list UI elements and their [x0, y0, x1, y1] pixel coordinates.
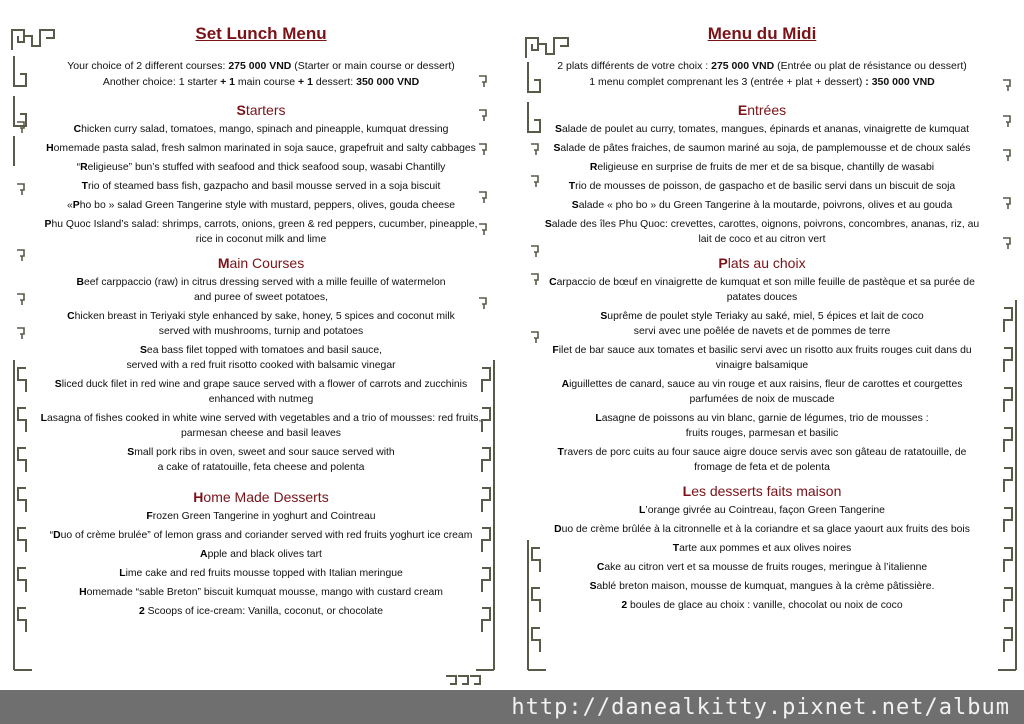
hook-ornament-10: [478, 222, 488, 236]
menu-item-initial: T: [81, 181, 89, 192]
watermark-bar: [0, 690, 1024, 724]
english-main-list: [40, 273, 482, 477]
greek-key-bottom-left: [444, 674, 466, 688]
menu-item-text: ea bass filet topped with tomatoes and basil sauce,: [146, 345, 383, 356]
menu-item-initial: D: [53, 530, 61, 541]
menu-item: [542, 139, 982, 158]
menu-item-initial: 2: [621, 600, 628, 611]
menu-item-initial: T: [672, 543, 680, 554]
french-desserts-list: [542, 501, 982, 615]
menu-item: [542, 375, 982, 409]
english-price-line-2: Another choice: 1 starter + 1 main course + 1 dessert: 350 000 VND: [102, 76, 420, 88]
menu-item-initial: S: [553, 143, 561, 154]
english-main-heading: Main Courses: [217, 255, 305, 271]
menu-item-text: eligieuse en surprise de fruits de mer et de sa bisque, chantilly de wasabi: [597, 162, 935, 173]
menu-item-initial: B: [76, 277, 84, 288]
english-price-line-1: Your choice of 2 different courses: 275 000 VND (Starter or main course or dessert): [67, 60, 455, 72]
french-main-heading: Plats au choix: [718, 255, 806, 271]
hook-ornament-2: [16, 182, 26, 196]
menu-item-text: rio of steamed bass fish, gazpacho and basil mousse served in a soja biscuit: [88, 181, 441, 192]
menu-item: [40, 177, 482, 196]
menu-item: [542, 558, 982, 577]
french-desserts-heading: Les desserts faits maison: [682, 483, 842, 499]
menu-item-initial: R: [80, 162, 88, 173]
menu-item: [40, 120, 482, 139]
french-price-line-2: 1 menu complet comprenant les 3 (entrée + plat + dessert) : 350 000 VND: [589, 76, 935, 88]
menu-item: [542, 215, 982, 249]
hook-ornament-7: [478, 108, 488, 122]
menu-item: [40, 602, 482, 621]
greek-key-border-right-page-left-lower: [524, 540, 546, 680]
menu-item-text-line2: fruits rouges, parmesan et basilic: [685, 428, 839, 439]
menu-item: [40, 375, 482, 409]
menu-item: [40, 564, 482, 583]
menu-item-text: alade de poulet au curry, tomates, mangues, épinards et ananas, vinaigrette de kumquat: [561, 124, 969, 135]
menu-item-initial: A: [200, 549, 208, 560]
hook-ornament-11: [478, 296, 488, 310]
menu-item: [40, 158, 482, 177]
menu-item-text: asagna of fishes cooked in white wine served with vegetables and a trio of mousses: red fruits, parmesan cheese and basil leaves: [47, 413, 482, 439]
english-menu-title: Set Lunch Menu: [195, 24, 327, 43]
french-price-line-1: 2 plats différents de votre choix : 275 000 VND (Entrée ou plat de résistance ou dessert): [557, 60, 967, 72]
menu-item-initial: S: [127, 447, 135, 458]
menu-item-text: hu Quoc Island’s salad: shrimps, carrots, onions, green & red peppers, cucumber, pineapple, rice in coconut milk and lime: [51, 219, 478, 245]
hook-ornament-6: [478, 74, 488, 88]
menu-item: [40, 341, 482, 375]
greek-key-border-right-edge-column: [998, 300, 1020, 680]
menu-item-initial: C: [73, 124, 82, 135]
english-starters-list: [40, 120, 482, 249]
greek-key-border-top-left: [10, 28, 32, 52]
menu-item: [40, 545, 482, 564]
english-desserts-list: [40, 507, 482, 621]
hook-ornament-1: [16, 120, 26, 134]
menu-item-initial: L: [119, 568, 126, 579]
menu-item-initial: S: [555, 124, 562, 135]
menu-item: [542, 307, 982, 341]
menu-item-text: asagne de poissons au vin blanc, garnie de légumes, trio de mousses :: [601, 413, 929, 424]
menu-item-text: uo de crème brûlée à la citronnelle et à la coriandre et sa glace yaourt aux fruits des bois: [561, 524, 970, 535]
menu-item: [542, 409, 982, 443]
menu-item-text-line2: a cake of ratatouille, feta cheese and polenta: [157, 462, 365, 473]
menu-item-initial: S: [139, 345, 147, 356]
hook-ornament-17: [1002, 78, 1012, 92]
menu-item-initial: F: [552, 345, 559, 356]
menu-item-text: uprême de poulet style Teriaky au saké, miel, 5 épices et lait de coco: [607, 311, 924, 322]
menu-item: [40, 526, 482, 545]
menu-item-text: pple and black olives tart: [207, 549, 322, 560]
menu-item-text: ilet de bar sauce aux tomates et basilic servi avec un risotto aux fruits rouges cuit dans du vinaigre balsamique: [558, 345, 972, 371]
menu-item-text: alade des îles Phu Quoc: crevettes, carottes, oignons, poivrons, concombres, ananas, riz, au lait de coco et au citron vert: [551, 219, 980, 245]
menu-item-initial: F: [146, 511, 153, 522]
hook-ornament-14: [530, 244, 540, 258]
english-starters-heading: Starters: [236, 102, 286, 118]
hook-ornament-8: [478, 142, 488, 156]
menu-item: [40, 196, 482, 215]
hook-ornament-20: [1002, 196, 1012, 210]
menu-item-text-line2: served with a red fruit risotto cooked with balsamic vinegar: [126, 360, 396, 371]
menu-item-text: eligieuse” bun’s stuffed with seafood and thick seafood soup, wasabi Chantilly: [87, 162, 446, 173]
french-starters-heading: Entrées: [737, 102, 787, 118]
menu-item-text: arpaccio de bœuf en vinaigrette de kumquat et son mille feuille de pastèque et sa purée de patates douces: [556, 277, 975, 303]
french-menu-content: [542, 24, 982, 615]
english-menu-page: [0, 0, 512, 690]
menu-item: [40, 409, 482, 443]
menu-item-text: hicken breast in Teriyaki style enhanced by sake, honey, 5 spices and coconut milk: [74, 311, 455, 322]
menu-item-initial: S: [54, 379, 62, 390]
menu-item-quote: “: [76, 162, 81, 173]
menu-item-initial: H: [46, 143, 54, 154]
hook-ornament-5: [16, 326, 26, 340]
menu-item: [542, 539, 982, 558]
menu-item-text: mall pork ribs in oven, sweet and sour sauce served with: [134, 447, 395, 458]
menu-item-quote: “: [49, 530, 54, 541]
menu-item: [542, 273, 982, 307]
hook-ornament-16: [530, 330, 540, 344]
menu-item-text: ravers de porc cuits au four sauce aigre douce servis avec son gâteau de ratatouille, de fromage de feta et de polenta: [563, 447, 967, 473]
menu-item-initial: P: [72, 200, 80, 211]
menu-item: [542, 120, 982, 139]
greek-key-border-top-right-page: [524, 36, 546, 60]
menu-item-initial: C: [67, 311, 75, 322]
menu-item-initial: S: [600, 311, 608, 322]
menu-item-initial: H: [79, 587, 87, 598]
watermark-url: http://danealkitty.pixnet.net/album: [511, 694, 1010, 720]
menu-item: [542, 196, 982, 215]
menu-item-quote: «: [67, 200, 73, 211]
menu-item-text: ake au citron vert et sa mousse de fruits rouges, meringue à l’italienne: [604, 562, 928, 573]
menu-item-text: boules de glace au choix : vanille, chocolat ou noix de coco: [627, 600, 903, 611]
menu-item-text: Scoops of ice-cream: Vanilla, coconut, or chocolate: [144, 606, 384, 617]
menu-item: [542, 341, 982, 375]
menu-item-initial: 2: [138, 606, 145, 617]
greek-key-border-right-page-left-column: [524, 62, 546, 192]
english-desserts-heading: Home Made Desserts: [193, 489, 329, 505]
hook-ornament-9: [478, 190, 488, 204]
menu-item-initial: P: [44, 219, 52, 230]
hook-ornament-3: [16, 248, 26, 262]
menu-item: [542, 443, 982, 477]
menu-item-initial: S: [544, 219, 552, 230]
menu-item: [40, 443, 482, 477]
menu-item-initial: T: [568, 181, 576, 192]
menu-item-text: omemade pasta salad, fresh salmon marinated in soja sauce, grapefruit and salty cabbages: [53, 143, 476, 154]
menu-item: [542, 596, 982, 615]
menu-item-initial: S: [589, 581, 597, 592]
menu-item-text: iguillettes de canard, sauce au vin rouge et aux raisins, fleur de carottes et courgettes parfumées de noix de muscade: [569, 379, 963, 405]
menu-item-initial: L: [639, 505, 646, 516]
menu-item-text: alade « pho bo » du Green Tangerine à la moutarde, poivrons, olives et au gouda: [578, 200, 953, 211]
menu-item: [542, 177, 982, 196]
hook-ornament-13: [530, 174, 540, 188]
english-menu-content: [40, 24, 482, 621]
menu-item-initial: L: [595, 413, 602, 424]
hook-ornament-4: [16, 292, 26, 306]
menu-item: [40, 273, 482, 307]
menu-item: [542, 577, 982, 596]
menu-item-text: hicken curry salad, tomatoes, mango, spinach and pineapple, kumquat dressing: [81, 124, 449, 135]
french-starters-list: [542, 120, 982, 249]
menu-item-text-line2: servi avec une poêlée de navets et de pommes de terre: [633, 326, 891, 337]
menu-item-initial: T: [557, 447, 564, 458]
menu-item-text: rio de mousses de poisson, de gaspacho et de basilic servi dans un biscuit de soja: [575, 181, 956, 192]
menu-item-text: rozen Green Tangerine in yoghurt and Cointreau: [152, 511, 376, 522]
menu-item: [542, 501, 982, 520]
menu-item: [40, 307, 482, 341]
menu-item-text-line2: served with mushrooms, turnip and potatoes: [158, 326, 364, 337]
menu-item-initial: C: [596, 562, 605, 573]
hook-ornament-19: [1002, 148, 1012, 162]
menu-item: [40, 507, 482, 526]
menu-item: [542, 520, 982, 539]
menu-item-initial: C: [549, 277, 557, 288]
hook-ornament-15: [530, 272, 540, 286]
french-main-list: [542, 273, 982, 477]
menu-item-text: ho bo » salad Green Tangerine style with mustard, peppers, olives, gouda cheese: [79, 200, 455, 211]
menu-item-text: omemade “sable Breton” biscuit kumquat mousse, mango with custard cream: [86, 587, 443, 598]
menu-item-initial: L: [40, 413, 47, 424]
menu-item-text: arte aux pommes et aux olives noires: [679, 543, 852, 554]
menu-item-text: uo of crème brulée” of lemon grass and coriander served with red fruits yoghurt ice cream: [60, 530, 473, 541]
menu-item: [40, 215, 482, 249]
menu-item-text: ime cake and red fruits mousse topped with Italian meringue: [125, 568, 403, 579]
hook-ornament-21: [1002, 236, 1012, 250]
greek-key-border-left-inner-column: [476, 360, 498, 680]
menu-item-initial: D: [554, 524, 562, 535]
french-menu-page: [512, 0, 1024, 690]
menu-item-initial: S: [571, 200, 579, 211]
greek-key-border-left-column-lower: [10, 360, 32, 680]
menu-item-text: ’orange givrée au Cointreau, façon Green Tangerine: [645, 505, 885, 516]
menu-item-initial: R: [589, 162, 598, 173]
menu-item: [40, 139, 482, 158]
hook-ornament-12: [530, 142, 540, 156]
menu-item-text: alade de pâtes fraiches, de saumon mariné au soja, de pamplemousse et de choux salés: [560, 143, 971, 154]
menu-item-text-line2: and puree of sweet potatoes,: [193, 292, 329, 303]
menu-item-initial: A: [561, 379, 570, 390]
french-menu-title: Menu du Midi: [707, 24, 817, 43]
hook-ornament-18: [1002, 114, 1012, 128]
menu-item: [542, 158, 982, 177]
menu-item-text: eef carppaccio (raw) in citrus dressing served with a mille feuille of watermelon: [84, 277, 446, 288]
menu-item-text: ablé breton maison, mousse de kumquat, mangues à la crème pâtissière.: [596, 581, 935, 592]
menu-item: [40, 583, 482, 602]
menu-item-text: liced duck filet in red wine and grape sauce served with a flower of carrots and zucchinis enhanced with nutmeg: [61, 379, 468, 405]
